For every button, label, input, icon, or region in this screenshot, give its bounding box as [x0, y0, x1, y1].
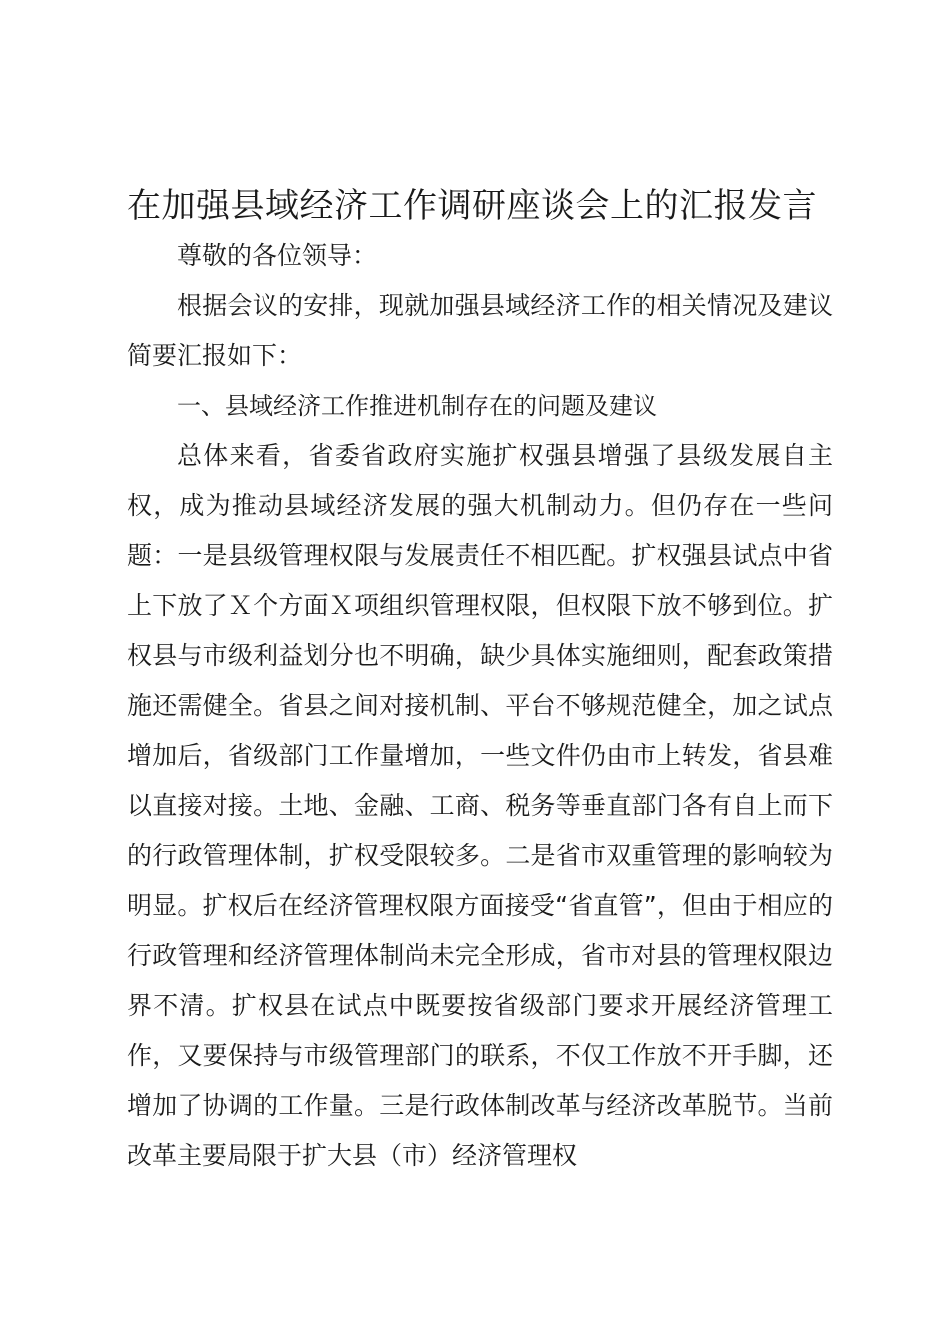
intro-paragraph: 根据会议的安排，现就加强县域经济工作的相关情况及建议简要汇报如下： [127, 291, 833, 370]
salutation: 尊敬的各位领导： [177, 241, 378, 270]
section-heading: 一、县域经济工作推进机制存在的问题及建议 [177, 392, 657, 420]
body-paragraph: 总体来看，省委省政府实施扩权强县增强了县级发展自主权，成为推动县域经济发展的强大机制动力。但仍存在一些问题：一是县级管理权限与发展责任不相匹配。扩权强县试点中省上下放了Ｘ个方面Ｘ项组织管理权限，但权限下放不够到位。扩权县与市级利益划分也不明确，缺少具体实施细则，配套政策措施还需健全。省县之间对接机制、平台不够规范健全，加之试点增加后，省级部门工作量增加，一些文件仍由市上转发，省县难以直接对接。土地、金融、工商、税务等垂直部门各有自上而下的行政管理体制，扩权受限较多。二是省市双重管理的影响较为明显。扩权后在经济管理权限方面接受“省直管”，但由于相应的行政管理和经济管理体制尚未完全形成，省市对县的管理权限边界不清。扩权县在试点中既要按省级部门要求开展经济管理工作，又要保持与市级管理部门的联系，不仅工作放不开手脚，还增加了协调的工作量。三是行政体制改革与经济改革脱节。当前改革主要局限于扩大县（市）经济管理权 [127, 441, 833, 1170]
document-title: 在加强县域经济工作调研座谈会上的汇报发言 [127, 186, 817, 226]
document-content [127, 181, 833, 1181]
